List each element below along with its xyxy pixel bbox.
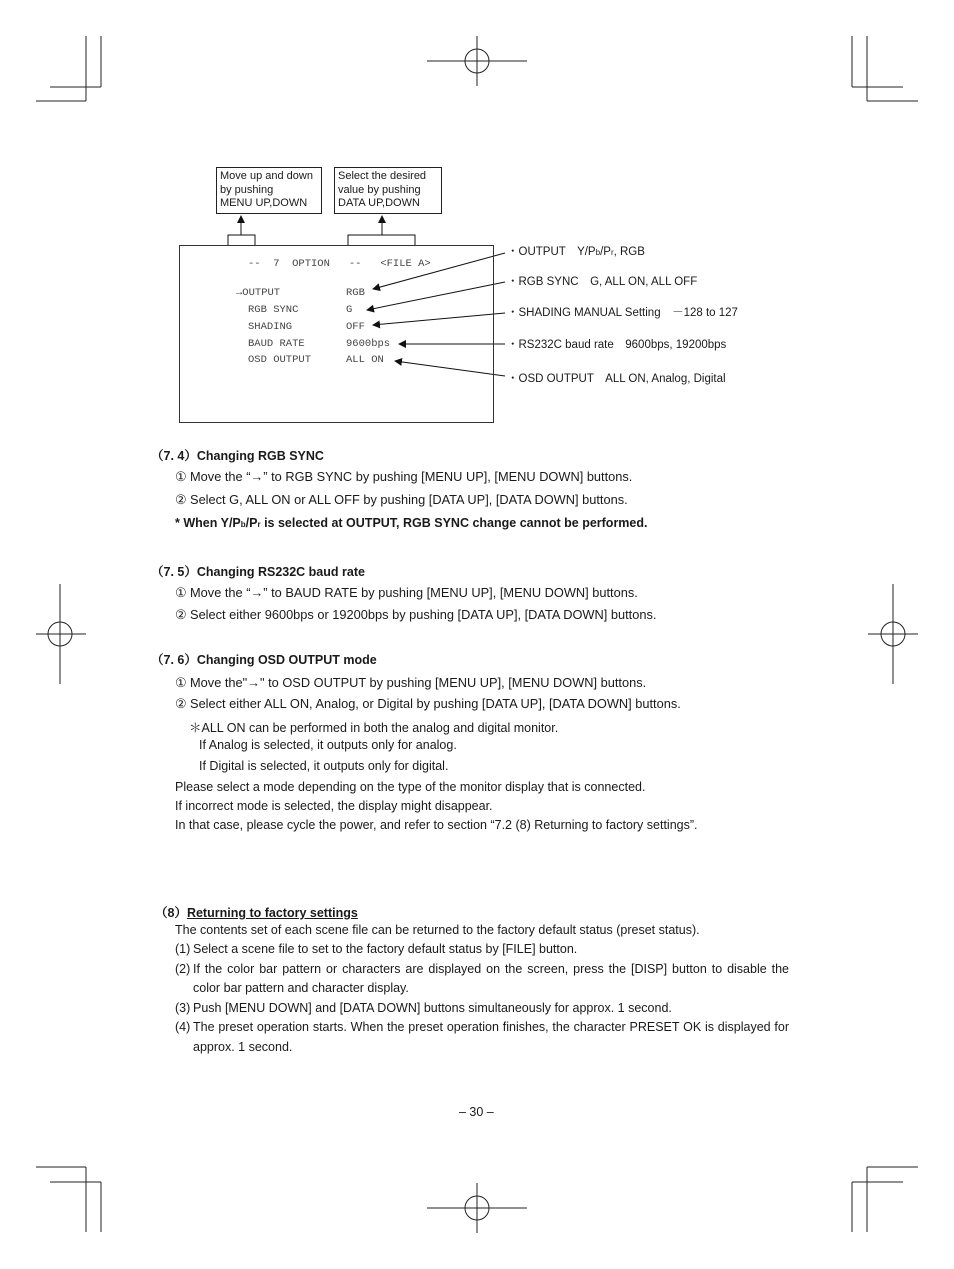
section-heading: （8）Returning to factory settings: [155, 906, 358, 920]
callout-line: Move up and down: [220, 170, 313, 182]
callout-line: MENU UP,DOWN: [220, 197, 308, 209]
list-text: Select a scene file to set to the factory default status by [FILE] button.: [193, 942, 578, 956]
list-number: (2): [175, 961, 191, 976]
note-text: If Digital is selected, it outputs only for digital.: [199, 759, 449, 773]
list-text: The preset operation starts. When the preset operation finishes, the character PRESET OK is displayed for approx. 1 second.: [193, 1020, 789, 1054]
step-text: ② Select either 9600bps or 19200bps by pushing [DATA UP], [DATA DOWN] buttons.: [175, 607, 657, 622]
step-text: ② Select either ALL ON, Analog, or Digital by pushing [DATA UP], [DATA DOWN] buttons.: [175, 696, 681, 711]
step-text: ① Move the “→” to BAUD RATE by pushing [MENU UP], [MENU DOWN] buttons.: [175, 585, 638, 600]
note-text: ＊ALL ON can be performed in both the analog and digital monitor.: [189, 721, 559, 735]
list-number: (4): [175, 1020, 191, 1034]
menu-item-shading-label: SHADING: [248, 321, 293, 333]
list-item: [175, 999, 789, 1019]
list-text: Push [MENU DOWN] and [DATA DOWN] buttons simultaneously for approx. 1 second.: [193, 1000, 672, 1015]
numbered-list: [175, 940, 789, 1057]
step-text: ① Move the “→” to RGB SYNC by pushing [MENU UP], [MENU DOWN] buttons.: [175, 469, 633, 484]
callout-line: DATA UP,DOWN: [338, 197, 420, 209]
osd-screen: [179, 245, 494, 423]
list-item: [175, 960, 789, 999]
list-item: [175, 940, 789, 960]
step-text: ① Move the"→" to OSD OUTPUT by pushing [MENU UP], [MENU DOWN] buttons.: [175, 675, 647, 690]
note-output: ・OUTPUT Y/Pb/Pr, RGB: [507, 246, 645, 258]
list-number: (3): [175, 1000, 191, 1015]
menu-item-osd-value: ALL ON: [346, 354, 384, 366]
step-text: ② Select G, ALL ON or ALL OFF by pushing [DATA UP], [DATA DOWN] buttons.: [175, 492, 628, 507]
section-heading: （7. 6）Changing OSD OUTPUT mode: [151, 653, 377, 667]
section-heading: （7. 4）Changing RGB SYNC: [151, 449, 324, 463]
note-rgb-sync: ・RGB SYNC G, ALL ON, ALL OFF: [507, 276, 698, 288]
note-baud: ・RS232C baud rate 9600bps, 19200bps: [507, 339, 727, 351]
callout-line: Select the desired: [338, 170, 427, 182]
note-text: If Analog is selected, it outputs only for analog.: [199, 738, 457, 752]
screen-header: -- 7 OPTION -- <FILE A>: [248, 258, 431, 270]
menu-item-osd-label: OSD OUTPUT: [248, 354, 312, 366]
callout-line: by pushing: [220, 183, 274, 196]
list-text: If the color bar pattern or characters are displayed on the screen, press the [DISP] button to disable the color bar pattern and character display.: [193, 961, 789, 995]
menu-item-rgb-sync-value: G: [346, 304, 353, 316]
body-text: Please select a mode depending on the type of the monitor display that is connected.: [175, 780, 646, 794]
menu-item-rgb-sync-label: RGB SYNC: [248, 304, 299, 316]
body-text: If incorrect mode is selected, the display might disappear.: [175, 799, 493, 813]
body-text: In that case, please cycle the power, and refer to section “7.2 (8) Returning to factory settings”.: [175, 818, 698, 832]
note-shading: ・SHADING MANUAL Setting －128 to 127: [507, 307, 738, 319]
warning-note: * When Y/Pb/Pr is selected at OUTPUT, RGB SYNC change cannot be performed.: [175, 516, 648, 530]
list-number: (1): [175, 942, 191, 956]
callout-line: value by pushing: [338, 183, 421, 196]
menu-item-baud-value: 9600bps: [346, 338, 391, 350]
menu-item-output-label: →OUTPUT: [236, 287, 281, 299]
menu-item-baud-label: BAUD RATE: [248, 338, 305, 350]
note-osd: ・OSD OUTPUT ALL ON, Analog, Digital: [507, 373, 726, 385]
section-heading: （7. 5）Changing RS232C baud rate: [151, 565, 365, 579]
menu-item-shading-value: OFF: [346, 321, 365, 333]
list-item: [175, 1018, 789, 1057]
menu-item-output-value: RGB: [346, 287, 365, 299]
body-text: The contents set of each scene file can be returned to the factory default status (preset status).: [175, 923, 700, 937]
page-number: – 30 –: [459, 1105, 494, 1119]
